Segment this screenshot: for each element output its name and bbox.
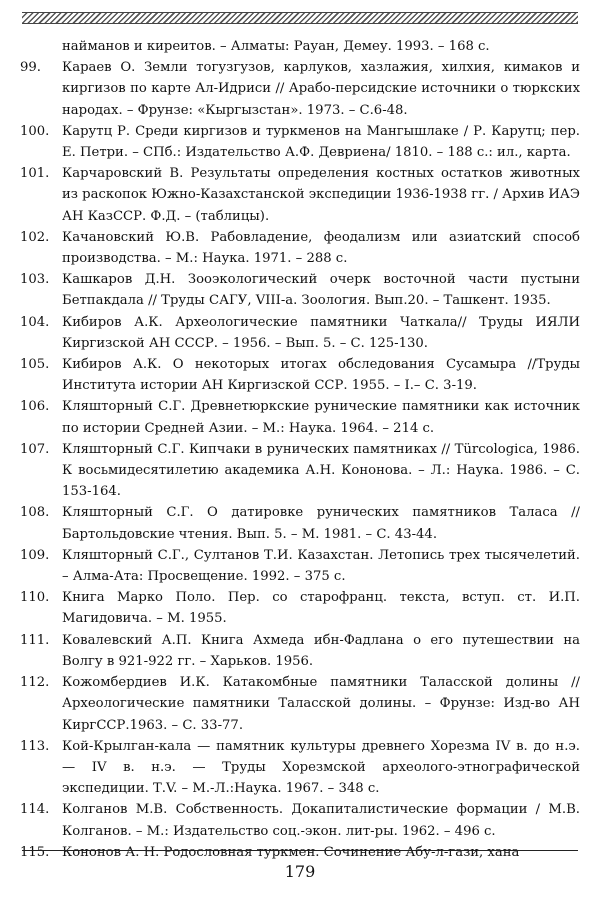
entry-text: Колганов М.В. Собственность. Докапиталистические формации / М.В. Колганов. – М.: Издательство соц.-экон. лит-ры. 1962. – 496 с. [62, 802, 580, 839]
reference-entry [20, 545, 580, 587]
reference-entry [20, 502, 580, 544]
entry-text: Кибиров А.К. Археологические памятники Чаткала// Труды ИЯЛИ Киргизской АН СССР. – 1956. – Вып. 5. – С. 125-130. [62, 314, 580, 351]
entry-text: Качановский Ю.В. Рабовладение, феодализм или азиатский способ производства. – М.: Наука. 1971. – 288 с. [62, 229, 580, 267]
entry-number: 105. [20, 357, 50, 373]
header-ornament [22, 12, 578, 24]
entry-number: 103. [20, 272, 50, 288]
entry-text: Кляшторный С.Г. О датировке рунических памятников Таласа // Бартольдовские чтения. Вып. 5. – М. 1981. – С. 43-44. [62, 505, 580, 542]
reference-entry [20, 227, 580, 269]
entry-number: 115. [20, 844, 50, 860]
entry-number: 99. [20, 60, 41, 76]
reference-entry [20, 269, 580, 311]
entry-text: Кляшторный С.Г. Древнетюркские рунические памятники как источник по истории Средней Азии. – М.: Наука. 1964. – 214 с. [62, 399, 580, 436]
continued-entry [20, 36, 580, 57]
reference-entry [20, 163, 580, 227]
entry-text: Кононов А. Н. Родословная туркмен. Сочинение Абу-л-гази, хана [62, 844, 520, 860]
entry-text: Кой-Крылган-кала — памятник культуры древнего Хорезма IV в. до н.э. — IV в. н.э. — Труды Хорезмской археолого-этнографической экспедиции. Т.V. – М.-Л.:Наука. 1967. – 348 с. [62, 738, 580, 797]
entry-number: 100. [20, 123, 50, 139]
entry-number: 113. [20, 738, 50, 754]
entry-number: 107. [20, 441, 50, 457]
reference-entry [20, 842, 580, 863]
reference-entry [20, 587, 580, 629]
reference-entry [20, 799, 580, 841]
entry-text: Кибиров А.К. О некоторых итогах обследования Сусамыра //Труды Института истории АН Киргизской ССР. 1955. – I.– С. 3-19. [62, 357, 580, 394]
entry-text: Книга Марко Поло. Пер. со старофранц. текста, вступ. ст. И.П. Магидовича. – М. 1955. [62, 590, 580, 627]
entry-text: Карчаровский В. Результаты определения костных остатков животных из раскопок Южно-Казахстанской экспедиции 1936-1938 гг. / Архив ИАЭ АН КазССР. Ф.Д. – (таблицы). [62, 166, 580, 224]
entry-number: 114. [20, 802, 50, 818]
page-number: 179 [284, 862, 316, 881]
reference-entry [20, 672, 580, 736]
reference-entry [20, 630, 580, 672]
entry-number: 102. [20, 229, 50, 245]
entry-number: 111. [20, 632, 50, 648]
entry-number: 109. [20, 547, 50, 563]
reference-entry [20, 354, 580, 396]
reference-entry [20, 57, 580, 121]
entry-text: найманов и киреитов. – Алматы: Рауан, Демеу. 1993. – 168 с. [62, 39, 490, 54]
reference-entry [20, 312, 580, 354]
entry-text: Кашкаров Д.Н. Зооэкологический очерк восточной части пустыни Бетпакдала // Труды САГУ, VIII-а. Зоология. Вып.20. – Ташкент. 1935. [62, 272, 580, 309]
entry-number: 110. [20, 590, 50, 606]
reference-entry [20, 736, 580, 800]
entry-text: Кляшторный С.Г., Султанов Т.И. Казахстан. Летопись трех тысячелетий. – Алма-Ата: Просвещение. 1992. – 375 с. [62, 547, 580, 585]
entry-text: Карутц Р. Среди киргизов и туркменов на Мангышлаке / Р. Карутц; пер. Е. Петри. – СПб.: Издательство А.Ф. Девриена/ 1810. – 188 с.: ил., карта. [62, 123, 580, 161]
entry-text: Кляшторный С.Г. Кипчаки в рунических памятниках // Türcologica, 1986. К восьмидесятилетию академика А.Н. Кононова. – Л.: Наука. 1986. – С. 153-164. [62, 441, 580, 500]
entry-text: Ковалевский А.П. Книга Ахмеда ибн-Фадлана о его путешествии на Волгу в 921-922 гг. – Харьков. 1956. [62, 632, 580, 669]
reference-list [20, 36, 580, 863]
entry-text: Кожомбердиев И.К. Катакомбные памятники Таласской долины // Археологические памятники Таласской долины. – Фрунзе: Изд-во АН КиргССР.1963. – С. 33-77. [62, 675, 580, 733]
entry-number: 108. [20, 505, 50, 521]
entry-number: 106. [20, 399, 50, 415]
footer-rule [22, 850, 578, 851]
entry-number: 112. [20, 675, 50, 691]
reference-entry [20, 121, 580, 163]
entry-text: Караев О. Земли тогузгузов, карлуков, хазлажия, хилхия, кимаков и киргизов по карте Ал-Идриси // Арабо-персидские источники о тюркских народах. – Фрунзе: «Кыргызстан». 1973. – С.6-48. [62, 60, 580, 118]
reference-entry [20, 439, 580, 503]
reference-entry [20, 396, 580, 438]
entry-number: 101. [20, 166, 50, 182]
entry-number: 104. [20, 314, 50, 330]
